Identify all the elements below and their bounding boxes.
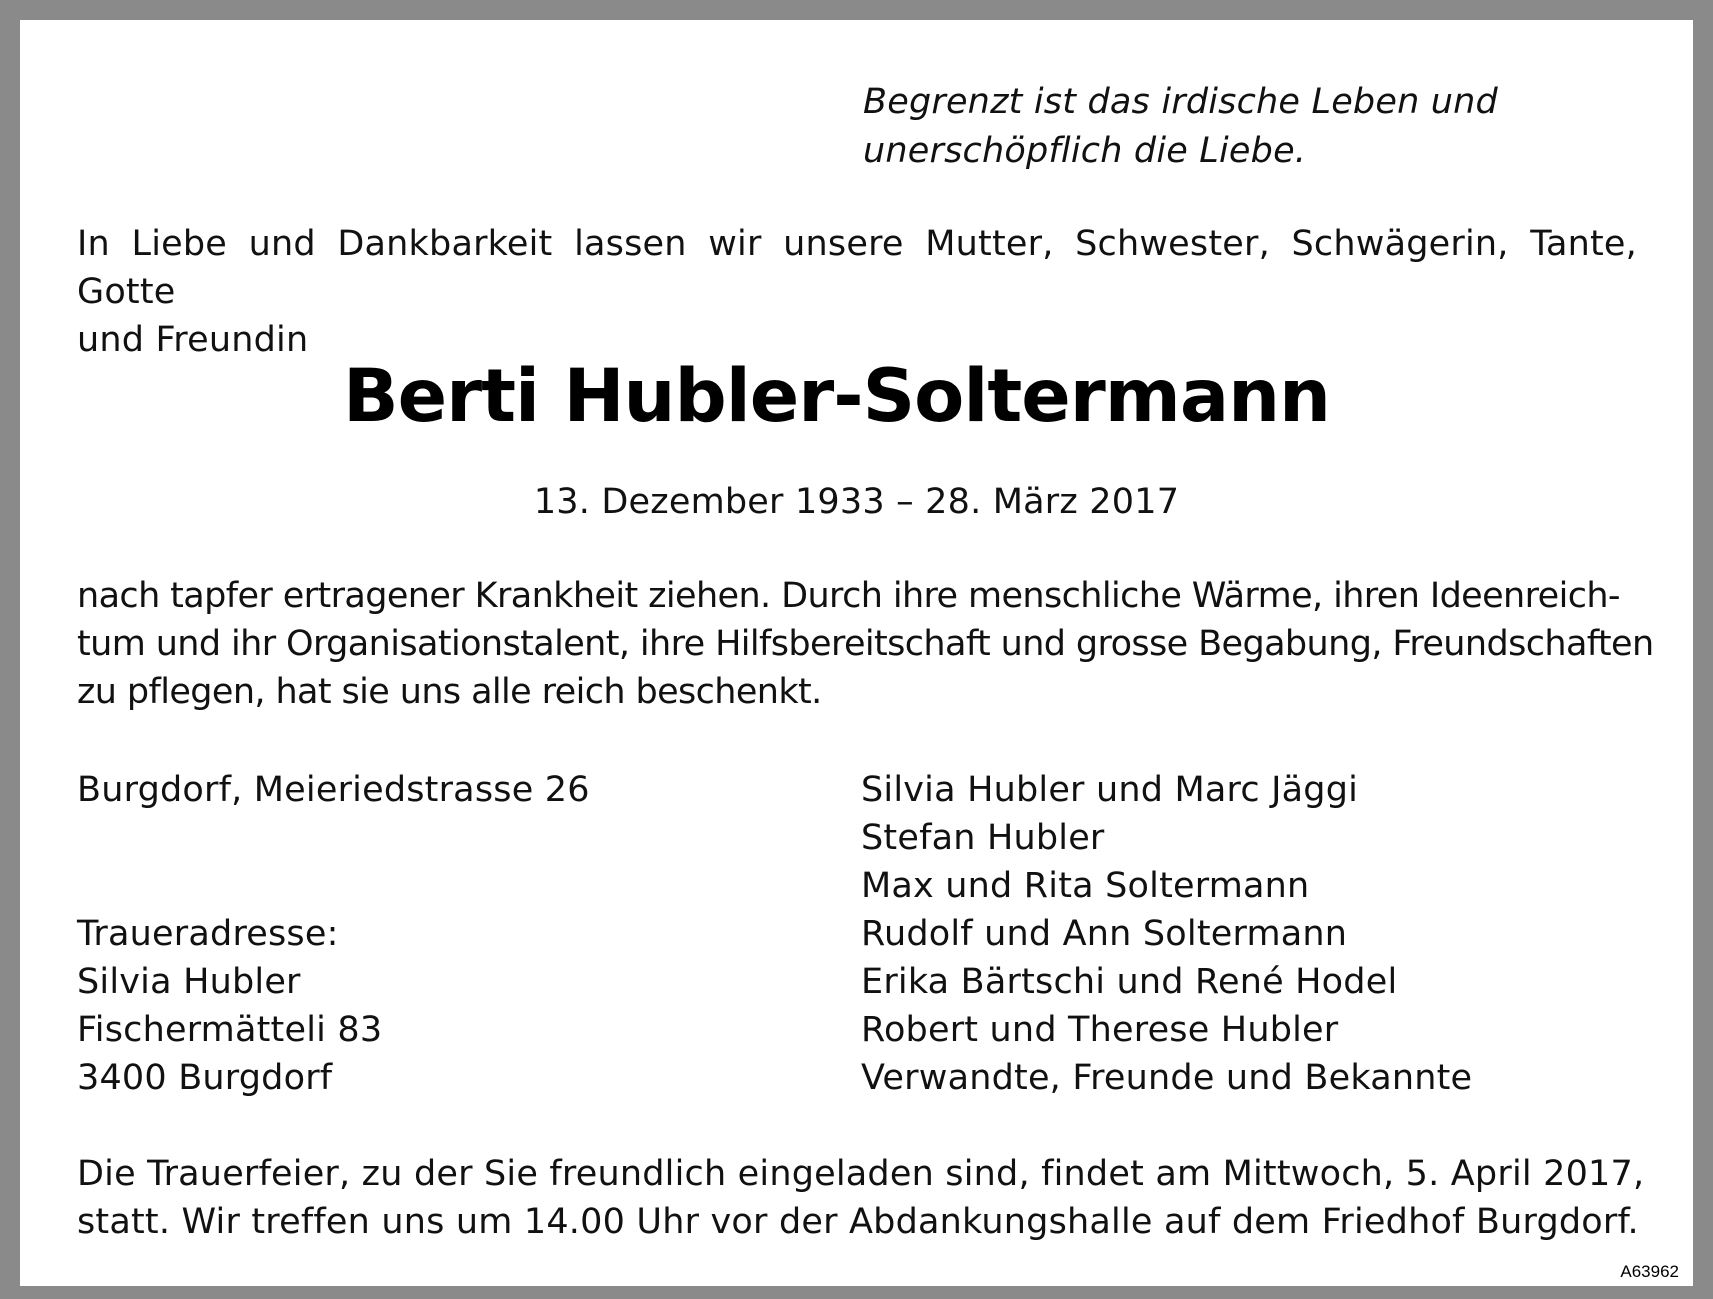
mourner-entry: Erika Bärtschi und René Hodel xyxy=(861,962,1398,1002)
intro-line: und Freundin xyxy=(77,320,309,360)
mourning-address-line: 3400 Burgdorf xyxy=(77,1058,333,1098)
motto-quote xyxy=(863,78,1643,176)
mourner-entry: Silvia Hubler und Marc Jäggi xyxy=(861,770,1359,810)
deceased-name: Berti Hubler-Soltermann xyxy=(342,354,1331,439)
tribute-line: zu pflegen, hat sie uns alle reich beschenkt. xyxy=(77,672,822,712)
intro-line: In Liebe und Dankbarkeit lassen wir unsere Mutter, Schwester, Schwägerin, Tante, Gotte xyxy=(77,224,1637,312)
life-dates: 13. Dezember 1933 – 28. März 2017 xyxy=(533,482,1180,522)
mourning-address-line: Silvia Hubler xyxy=(77,962,301,1002)
mourner-entry: Stefan Hubler xyxy=(861,818,1105,858)
obituary-card xyxy=(20,20,1693,1286)
mourning-address-label: Traueradresse: xyxy=(77,914,339,954)
mourner-entry: Robert und Therese Hubler xyxy=(861,1010,1339,1050)
tribute-line: nach tapfer ertragener Krankheit ziehen. Durch ihre menschliche Wärme, ihren Ideenreich- xyxy=(77,576,1620,616)
motto-line: unerschöpflich die Liebe. xyxy=(863,131,1307,171)
ceremony-line: Die Trauerfeier, zu der Sie freundlich eingeladen sind, findet am Mittwoch, 5. April 2017, xyxy=(77,1154,1645,1194)
reference-number: A63962 xyxy=(1620,1262,1679,1281)
ceremony-paragraph xyxy=(77,1150,1645,1246)
motto-line: Begrenzt ist das irdische Leben und xyxy=(863,82,1498,122)
tribute-paragraph xyxy=(77,572,1654,716)
mourner-entry: Max und Rita Soltermann xyxy=(861,866,1310,906)
intro-paragraph xyxy=(77,220,1637,364)
residence-address: Burgdorf, Meieriedstrasse 26 xyxy=(77,770,590,810)
tribute-line: tum und ihr Organisationstalent, ihre Hilfsbereitschaft und grosse Begabung, Freundschaften xyxy=(77,624,1654,664)
address-spacer xyxy=(77,814,797,910)
mourner-entry: Rudolf und Ann Soltermann xyxy=(861,914,1348,954)
address-column xyxy=(77,766,797,1102)
mourner-entry: Verwandte, Freunde und Bekannte xyxy=(861,1058,1473,1098)
ceremony-line: statt. Wir treffen uns um 14.00 Uhr vor der Abdankungshalle auf dem Friedhof Burgdorf. xyxy=(77,1202,1639,1242)
mourning-address-line: Fischermätteli 83 xyxy=(77,1010,383,1050)
mourners-list xyxy=(861,766,1661,1102)
